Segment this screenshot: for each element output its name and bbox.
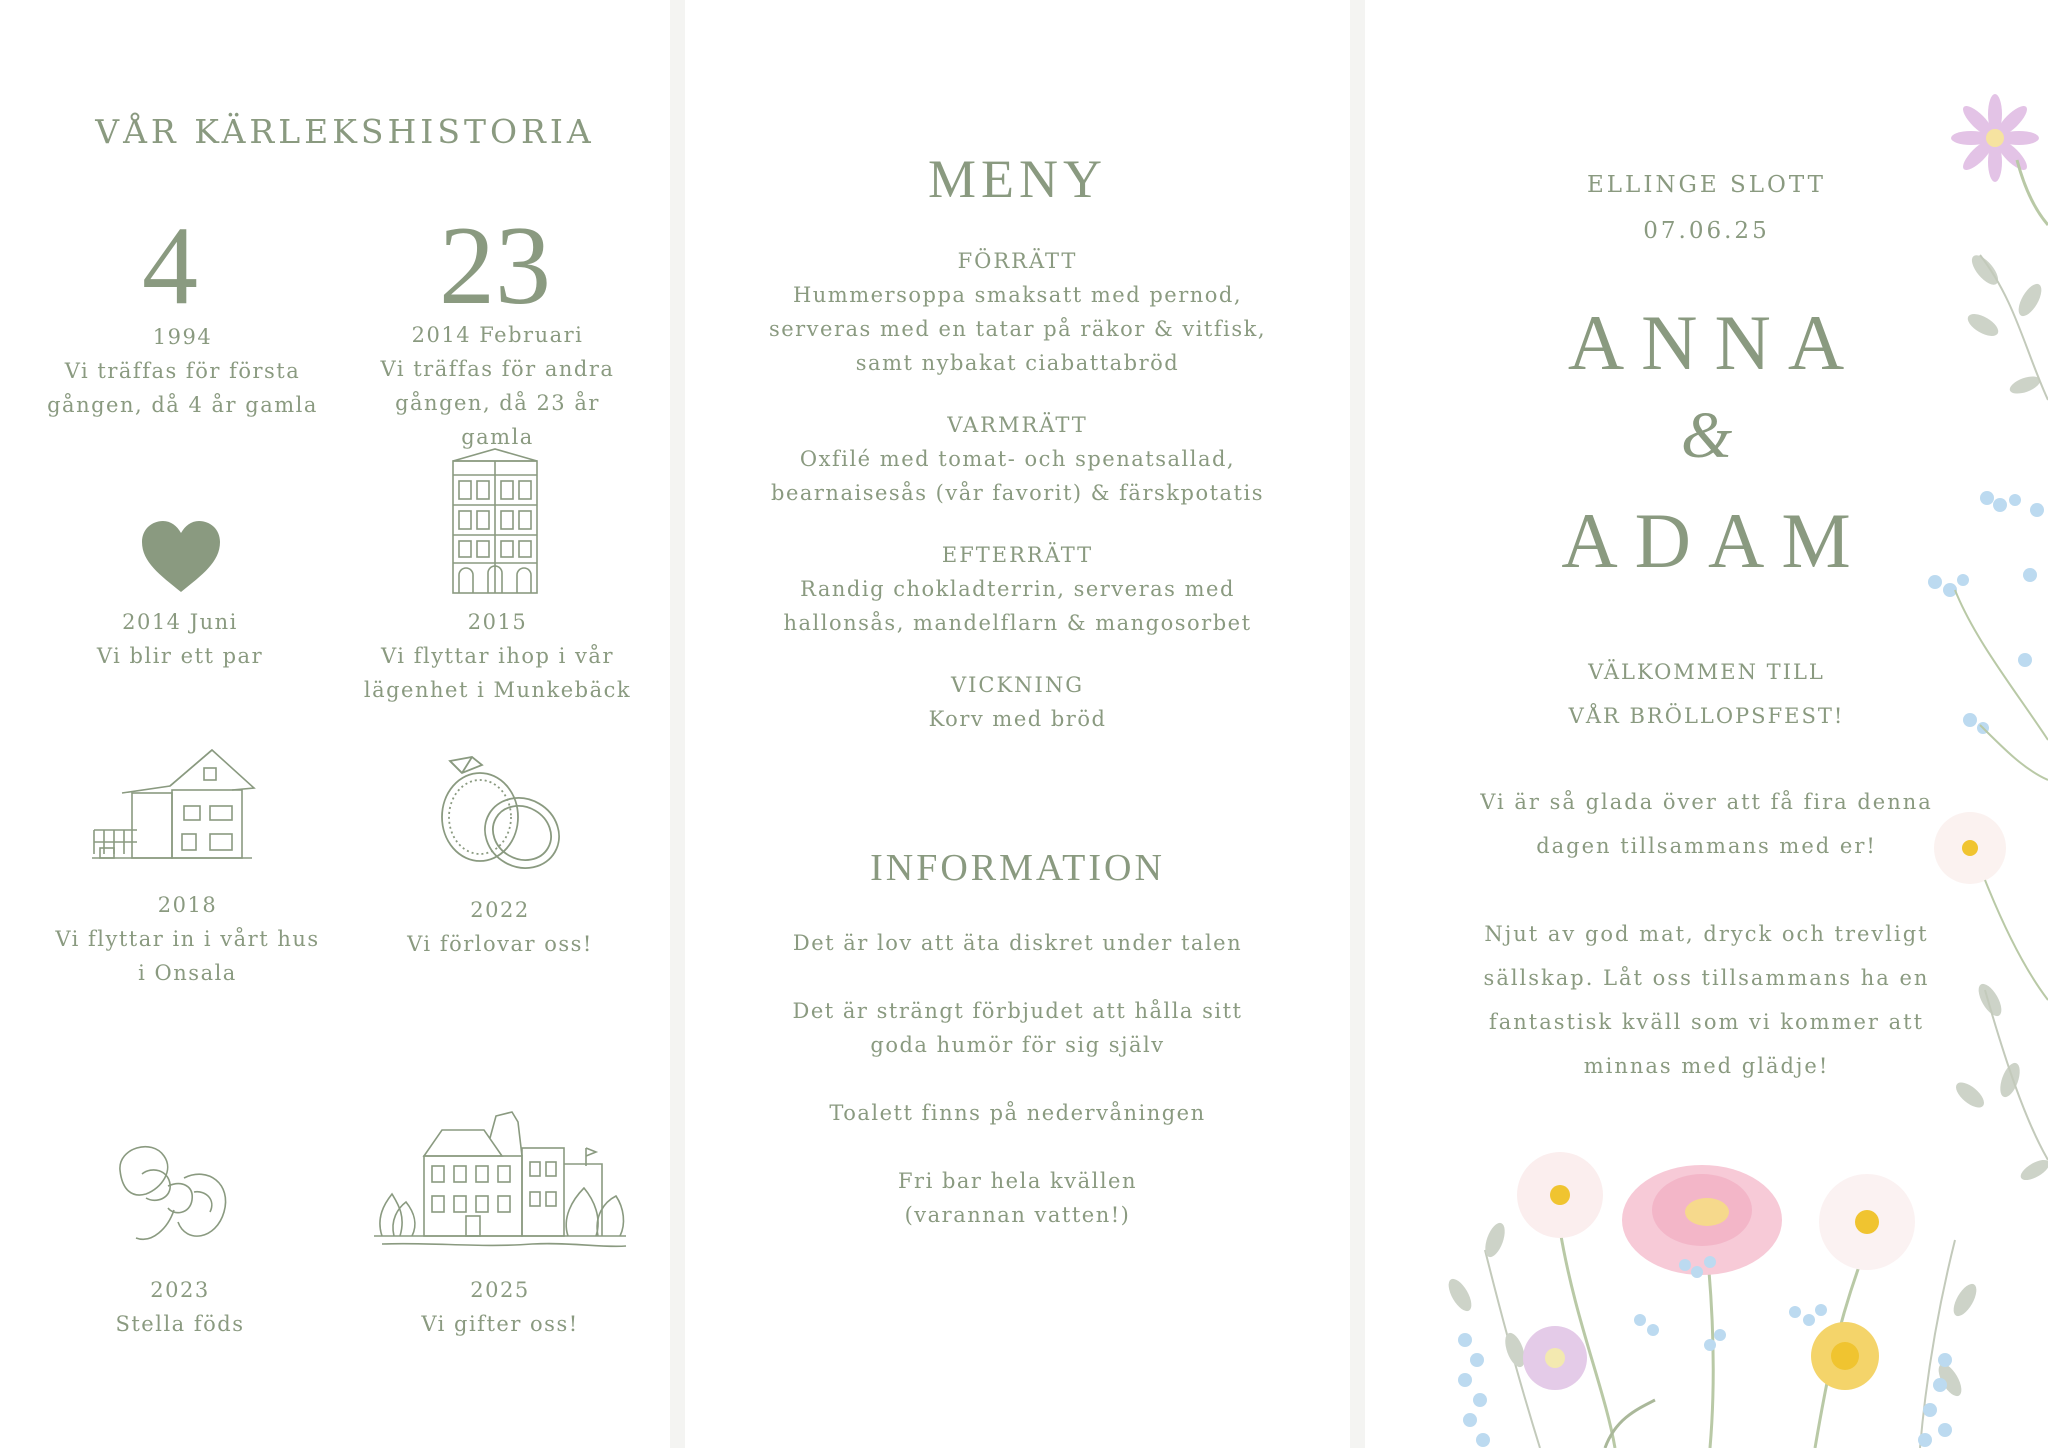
house-icon [92, 748, 256, 864]
ampersand: & [1680, 399, 1733, 472]
menu-section-title: VARMRÄTT [947, 413, 1088, 437]
age-number-23: 23 [439, 204, 551, 328]
paragraph-line: sällskap. Låt oss tillsammans ha en [1483, 966, 1930, 990]
milestone-2025 [380, 1273, 620, 1341]
info-line: (varannan vatten!) [904, 1203, 1131, 1227]
menu-sections [685, 244, 1350, 764]
menu-section-vickning [685, 668, 1350, 736]
paragraph-line: Njut av god mat, dryck och trevligt [1484, 922, 1929, 946]
milestone-2023 [80, 1273, 280, 1341]
castle-icon [372, 1108, 628, 1258]
menu-section-varmratt [685, 408, 1350, 510]
info-title: INFORMATION [870, 847, 1165, 889]
menu-line: Oxfilé med tomat- och spenatsallad, [799, 447, 1236, 471]
menu-line: bearnaisesås (vår favorit) & färskpotatis [771, 481, 1264, 505]
welcome-paragraph-2 [1365, 912, 2048, 1088]
milestone-year: 1994 [152, 325, 213, 349]
milestone-2015 [355, 605, 640, 707]
venue-name: ELLINGE SLOTT [1586, 172, 1826, 198]
menu-line: hallonsås, mandelflarn & mangosorbet [783, 611, 1252, 635]
info-list [685, 926, 1350, 1266]
menu-title: MENY [928, 149, 1107, 209]
welcome-heading [1365, 650, 2048, 738]
menu-line: serveras med en tatar på räkor & vitfisk, [768, 317, 1267, 341]
milestone-year: 2014 Juni [122, 610, 238, 634]
love-story-title: VÅR KÄRLEKSHISTORIA [95, 112, 595, 151]
info-line: Fri bar hela kvällen [897, 1169, 1138, 1193]
wedding-date: 07.06.25 [1643, 218, 1770, 244]
menu-section-title: FÖRRÄTT [957, 249, 1078, 273]
milestone-1994 [40, 320, 325, 422]
milestone-2018 [55, 888, 320, 990]
milestone-text: Vi blir ett par [96, 644, 264, 668]
love-story-panel [0, 0, 670, 1448]
milestone-text: Vi flyttar ihop i vår lägenhet i Munkebäck [363, 644, 632, 702]
info-line: Det är strängt förbjudet att hålla sitt [792, 999, 1243, 1023]
info-line: goda humör för sig själv [870, 1033, 1165, 1057]
milestone-2014-jun [55, 605, 305, 673]
menu-section-forratt [685, 244, 1350, 380]
info-line: Det är lov att äta diskret under talen [792, 931, 1243, 955]
welcome-line: VÅR BRÖLLOPSFEST! [1568, 704, 1845, 728]
menu-line: Randig chokladterrin, serveras med [800, 577, 1235, 601]
menu-section-title: VICKNING [950, 673, 1085, 697]
menu-line: samt nybakat ciabattabröd [855, 351, 1180, 375]
paragraph-line: dagen tillsammans med er! [1536, 834, 1877, 858]
milestone-year: 2015 [467, 610, 528, 634]
menu-panel [685, 0, 1350, 1448]
menu-line: Hummersoppa smaksatt med pernod, [792, 283, 1243, 307]
milestone-text: Vi träffas för första gången, då 4 år gamla [47, 359, 318, 417]
info-line: Toalett finns på nedervåningen [829, 1101, 1206, 1125]
milestone-text: Vi förlovar oss! [407, 932, 593, 956]
bride-name: ANNA [1567, 299, 1862, 386]
age-number-4: 4 [142, 204, 198, 328]
paragraph-line: Vi är så glada över att få fira denna [1480, 790, 1933, 814]
bottom-bouquet [1444, 1152, 1981, 1448]
menu-line: Korv med bröd [928, 707, 1107, 731]
cover-panel [1365, 0, 2048, 1448]
milestone-year: 2014 Februari [411, 323, 584, 347]
milestone-year: 2022 [470, 898, 530, 922]
paragraph-line: fantastisk kväll som vi kommer att [1488, 1010, 1925, 1034]
milestone-2022 [380, 893, 620, 961]
info-item [685, 994, 1350, 1062]
welcome-line: VÄLKOMMEN TILL [1588, 660, 1825, 684]
groom-name: ADAM [1561, 497, 1868, 584]
pacifier-icon [112, 1140, 234, 1250]
info-item [685, 1164, 1350, 1232]
menu-section-efterratt [685, 538, 1350, 640]
milestone-text: Vi flyttar in i vårt hus i Onsala [55, 927, 320, 985]
milestone-year: 2023 [150, 1278, 210, 1302]
milestone-text: Stella föds [115, 1312, 245, 1336]
heart-icon [140, 520, 222, 594]
rings-icon [432, 755, 572, 880]
milestone-year: 2025 [470, 1278, 530, 1302]
milestone-text: Vi träffas för andra gången, då 23 år gamla [380, 357, 615, 449]
info-item [685, 1096, 1350, 1130]
menu-section-title: EFTERRÄTT [941, 543, 1094, 567]
apartment-building-icon [445, 445, 545, 597]
milestone-text: Vi gifter oss! [421, 1312, 579, 1336]
milestone-year: 2018 [157, 893, 218, 917]
paragraph-line: minnas med glädje! [1583, 1054, 1830, 1078]
pink-daisy-flower [1951, 94, 2039, 182]
milestone-2014-feb [355, 318, 640, 454]
welcome-paragraph-1 [1365, 780, 2048, 868]
info-item [685, 926, 1350, 960]
